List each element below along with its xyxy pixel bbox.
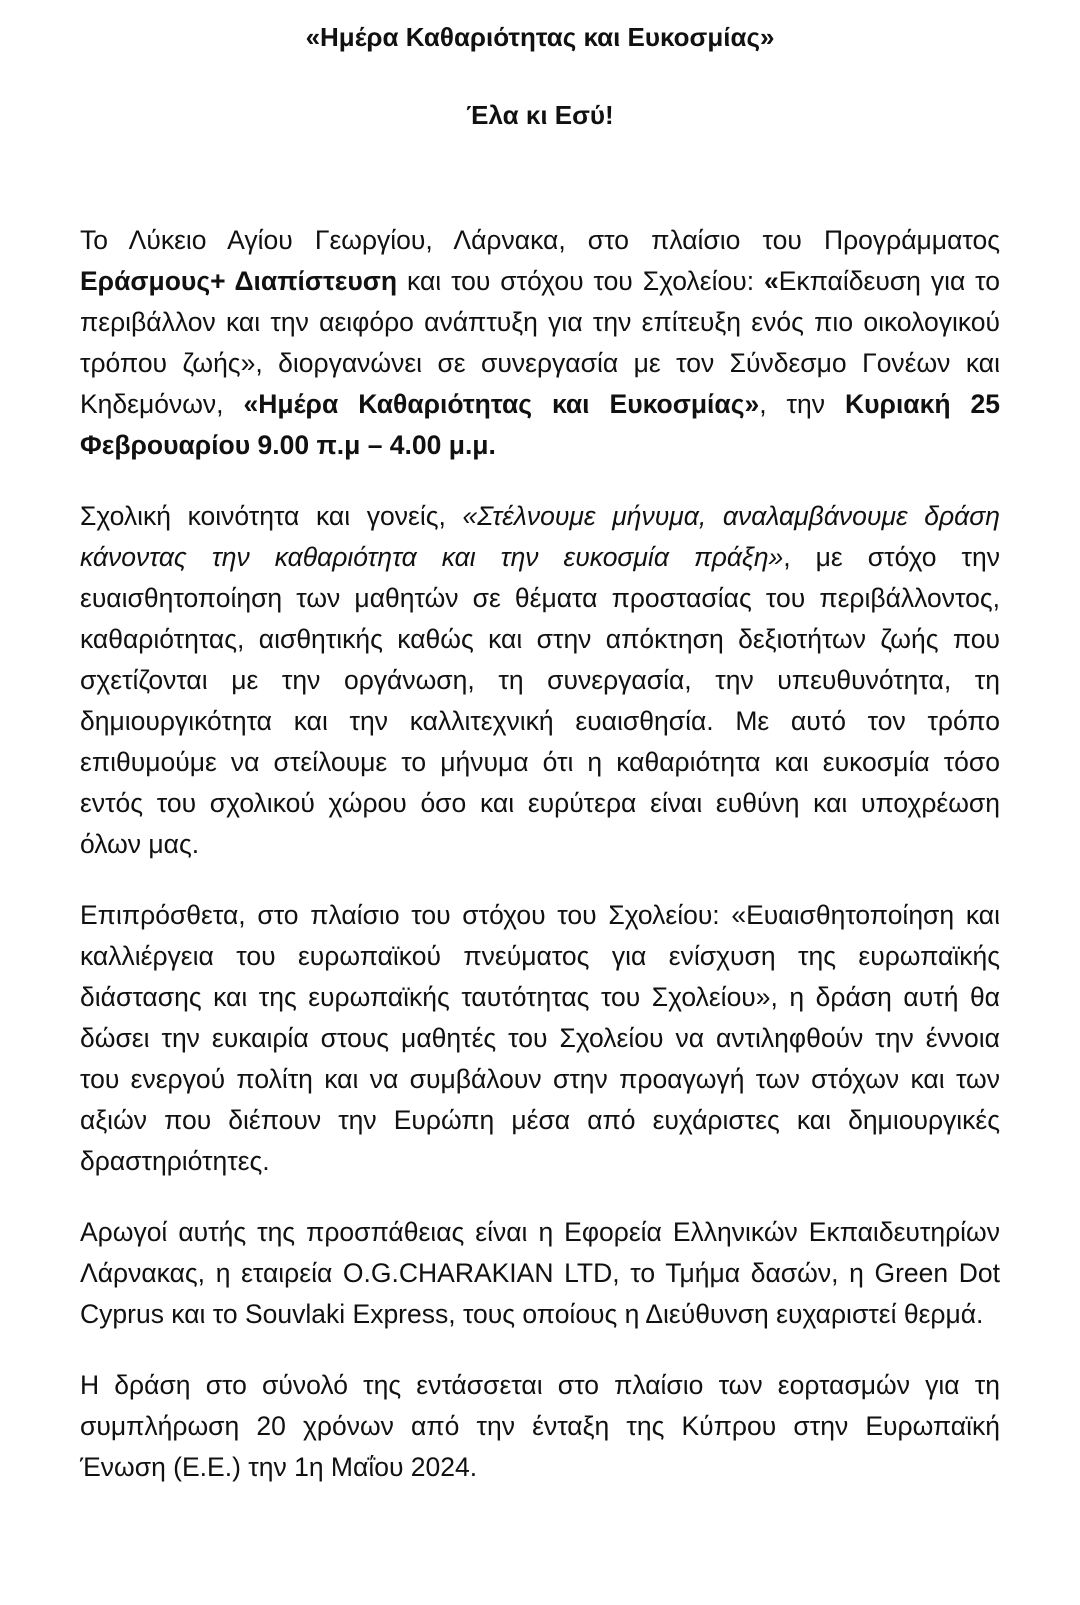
event-date: Κυριακή 25 Φεβρουαρίου 9.00 π.μ – 4.00 μ.μ. (80, 389, 1001, 460)
bold-text: Εράσμους+ Διαπίστευση (80, 266, 398, 296)
paragraph-text: Εκπαίδευση για το περιβάλλον και την αειφόρο ανάπτυξη για την επίτευξη ενός πιο οικολογικού τρόπου ζωής», διοργανώνει σε συνεργασία με τον Σύνδεσμο Γονέων και Κηδεμόνων, (80, 266, 1001, 419)
bold-text: « (763, 266, 779, 296)
document-subtitle: Έλα κι Εσύ! (466, 100, 614, 130)
paragraph-text: και του στόχου του Σχολείου: (397, 266, 764, 296)
document-title: «Ημέρα Καθαριότητας και Ευκοσμίας» (305, 22, 775, 52)
event-name: «Ημέρα Καθαριότητας και Ευκοσμίας» (243, 389, 760, 419)
italic-slogan: «Στέλνουμε μήνυμα, αναλαμβάνουμε δράση κάνοντας την καθαριότητα και την ευκοσμία πράξη» (80, 501, 1000, 572)
paragraph-text: , την (759, 389, 845, 419)
paragraph-text: , με στόχο την ευαισθητοποίηση των μαθητών σε θέματα προστασίας του περιβάλλοντος, καθαριότητας, αισθητικής καθώς και στην απόκτηση δεξιοτήτων ζωής που σχετίζονται με την οργάνωση, τη συνεργασία, την υπευθυνότητα, τη δημιουργικότητα και την καλλιτεχνική ευαισθησία. Με αυτό τον τρόπο επιθυμούμε να στείλουμε το μήνυμα ότι η καθαριότητα και ευκοσμία τόσο εντός του σχολικού χώρου όσο και ευρύτερα είναι ευθύνη και υποχρέωση όλων μας. (80, 542, 1000, 859)
paragraph-purpose (80, 496, 1000, 865)
paragraph-text: Σχολική κοινότητα και γονείς, (80, 501, 463, 531)
paragraph-text: Το Λύκειο Αγίου Γεωργίου, Λάρνακα, στο πλαίσιο του Προγράμματος (80, 225, 1000, 255)
paragraph-sponsors: Αρωγοί αυτής της προσπάθειας είναι η Εφορεία Ελληνικών Εκπαιδευτηρίων Λάρνακας, η εταιρεία O.G.CHARAKIAN LTD, το Τμήμα δασών, η Green Dot Cyprus και το Souvlaki Express, τους οποίους η Διεύθυνση ευχαριστεί θερμά. (80, 1217, 1000, 1329)
paragraph-announcement (80, 220, 1000, 466)
paragraph-european: Επιπρόσθετα, στο πλαίσιο του στόχου του Σχολείου: «Ευαισθητοποίηση και καλλιέργεια του ευρωπαϊκού πνεύματος για ενίσχυση της ευρωπαϊκής διάστασης και της ευρωπαϊκής ταυτότητας του Σχολείου», η δράση αυτή θα δώσει την ευκαιρία στους μαθητές του Σχολείου να αντιληφθούν την έννοια του ενεργού πολίτη και να συμβάλουν στην προαγωγή των στόχων και των αξιών που διέπουν την Ευρώπη μέσα από ευχάριστες και δημιουργικές δραστηριότητες. (80, 900, 1000, 1176)
paragraph-anniversary: Η δράση στο σύνολό της εντάσσεται στο πλαίσιο των εορτασμών για τη συμπλήρωση 20 χρόνων από την ένταξη της Κύπρου στην Ευρωπαϊκή Ένωση (Ε.Ε.) την 1η Μαΐου 2024. (80, 1370, 1000, 1482)
document-body (80, 220, 1000, 1488)
